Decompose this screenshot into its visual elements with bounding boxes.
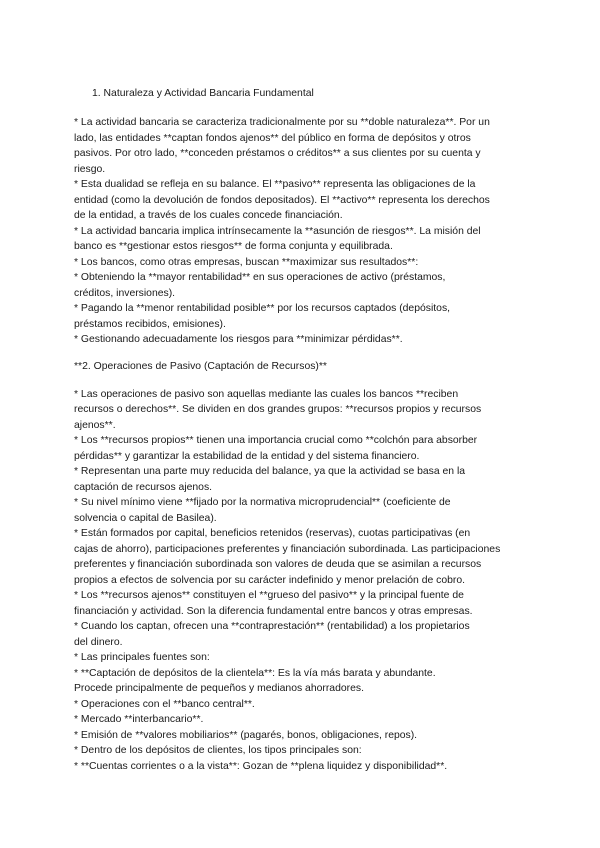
text-line: * Esta dualidad se refleja en su balance. El **pasivo** representa las obligaciones de la [74, 179, 476, 190]
text-line: entidad (como la devolución de fondos depositados). El **activo** representa los derechos [74, 195, 490, 206]
text-line: * Gestionando adecuadamente los riesgos para **minimizar pérdidas**. [74, 334, 403, 345]
text-line: créditos, inversiones). [74, 288, 176, 299]
text-line: de la entidad, a través de los cuales concede financiación. [74, 210, 343, 221]
text-line: recursos o derechos**. Se dividen en dos grandes grupos: **recursos propios y recursos [74, 404, 482, 415]
text-line: banco es **gestionar estos riesgos** de forma conjunta y equilibrada. [74, 241, 393, 252]
text-line: propios a efectos de solvencia por su carácter indefinido y menor prelación de cobro. [74, 575, 466, 586]
text-line: * Mercado **interbancario**. [74, 714, 204, 725]
text-line: préstamos recibidos, emisiones). [74, 319, 226, 330]
text-line: pérdidas** y garantizar la estabilidad de la entidad y del sistema financiero. [74, 451, 420, 462]
section-heading-1: 1. Naturaleza y Actividad Bancaria Fundamental [92, 88, 314, 99]
section-heading-2: **2. Operaciones de Pasivo (Captación de Recursos)** [74, 361, 327, 372]
text-line: * Obteniendo la **mayor rentabilidad** en sus operaciones de activo (préstamos, [74, 272, 446, 283]
text-line: financiación y actividad. Son la diferencia fundamental entre bancos y otras empresas. [74, 606, 473, 617]
text-line: * Pagando la **menor rentabilidad posible** por los recursos captados (depósitos, [74, 303, 451, 314]
text-line: riesgo. [74, 164, 106, 175]
text-line: * Su nivel mínimo viene **fijado por la normativa microprudencial** (coeficiente de [74, 497, 451, 508]
text-line: * La actividad bancaria implica intrínsecamente la **asunción de riesgos**. La misión del [74, 226, 481, 237]
text-line: * Las principales fuentes son: [74, 652, 210, 663]
text-line: * Los **recursos ajenos** constituyen el **grueso del pasivo** y la principal fuente de [74, 590, 464, 601]
text-line: pasivos. Por otro lado, **conceden préstamos o créditos** a sus clientes por su cuenta y [74, 148, 481, 159]
text-line: solvencia o capital de Basilea). [74, 513, 217, 524]
text-line: * Están formados por capital, beneficios retenidos (reservas), cuotas participativas (en [74, 528, 471, 539]
text-line: * La actividad bancaria se caracteriza tradicionalmente por su **doble naturaleza**. Por un [74, 117, 490, 128]
text-line: ajenos**. [74, 420, 116, 431]
text-line: * Emisión de **valores mobiliarios** (pagarés, bonos, obligaciones, repos). [74, 730, 418, 741]
text-line: del dinero. [74, 637, 123, 648]
text-line: * Cuando los captan, ofrecen una **contraprestación** (rentabilidad) a los propietarios [74, 621, 470, 632]
text-line: * Las operaciones de pasivo son aquellas mediante las cuales los bancos **reciben [74, 389, 459, 400]
text-line: * Los **recursos propios** tienen una importancia crucial como **colchón para absorber [74, 435, 478, 446]
text-line: cajas de ahorro), participaciones preferentes y financiación subordinada. Las participaciones [74, 544, 501, 555]
text-line: lado, las entidades **captan fondos ajenos** del público en forma de depósitos y otros [74, 133, 471, 144]
text-line: * Operaciones con el **banco central**. [74, 699, 255, 710]
text-line: captación de recursos ajenos. [74, 482, 213, 493]
text-line: * Los bancos, como otras empresas, buscan **maximizar sus resultados**: [74, 257, 419, 268]
text-line: * **Cuentas corrientes o a la vista**: Gozan de **plena liquidez y disponibilidad**. [74, 761, 448, 772]
text-line: * Representan una parte muy reducida del balance, ya que la actividad se basa en la [74, 466, 466, 477]
text-line: * Dentro de los depósitos de clientes, los tipos principales son: [74, 745, 362, 756]
text-line: Procede principalmente de pequeños y medianos ahorradores. [74, 683, 364, 694]
text-line: preferentes y financiación subordinada son valores de deuda que se asimilan a recursos [74, 559, 482, 570]
text-line: * **Captación de depósitos de la clientela**: Es la vía más barata y abundante. [74, 668, 436, 679]
